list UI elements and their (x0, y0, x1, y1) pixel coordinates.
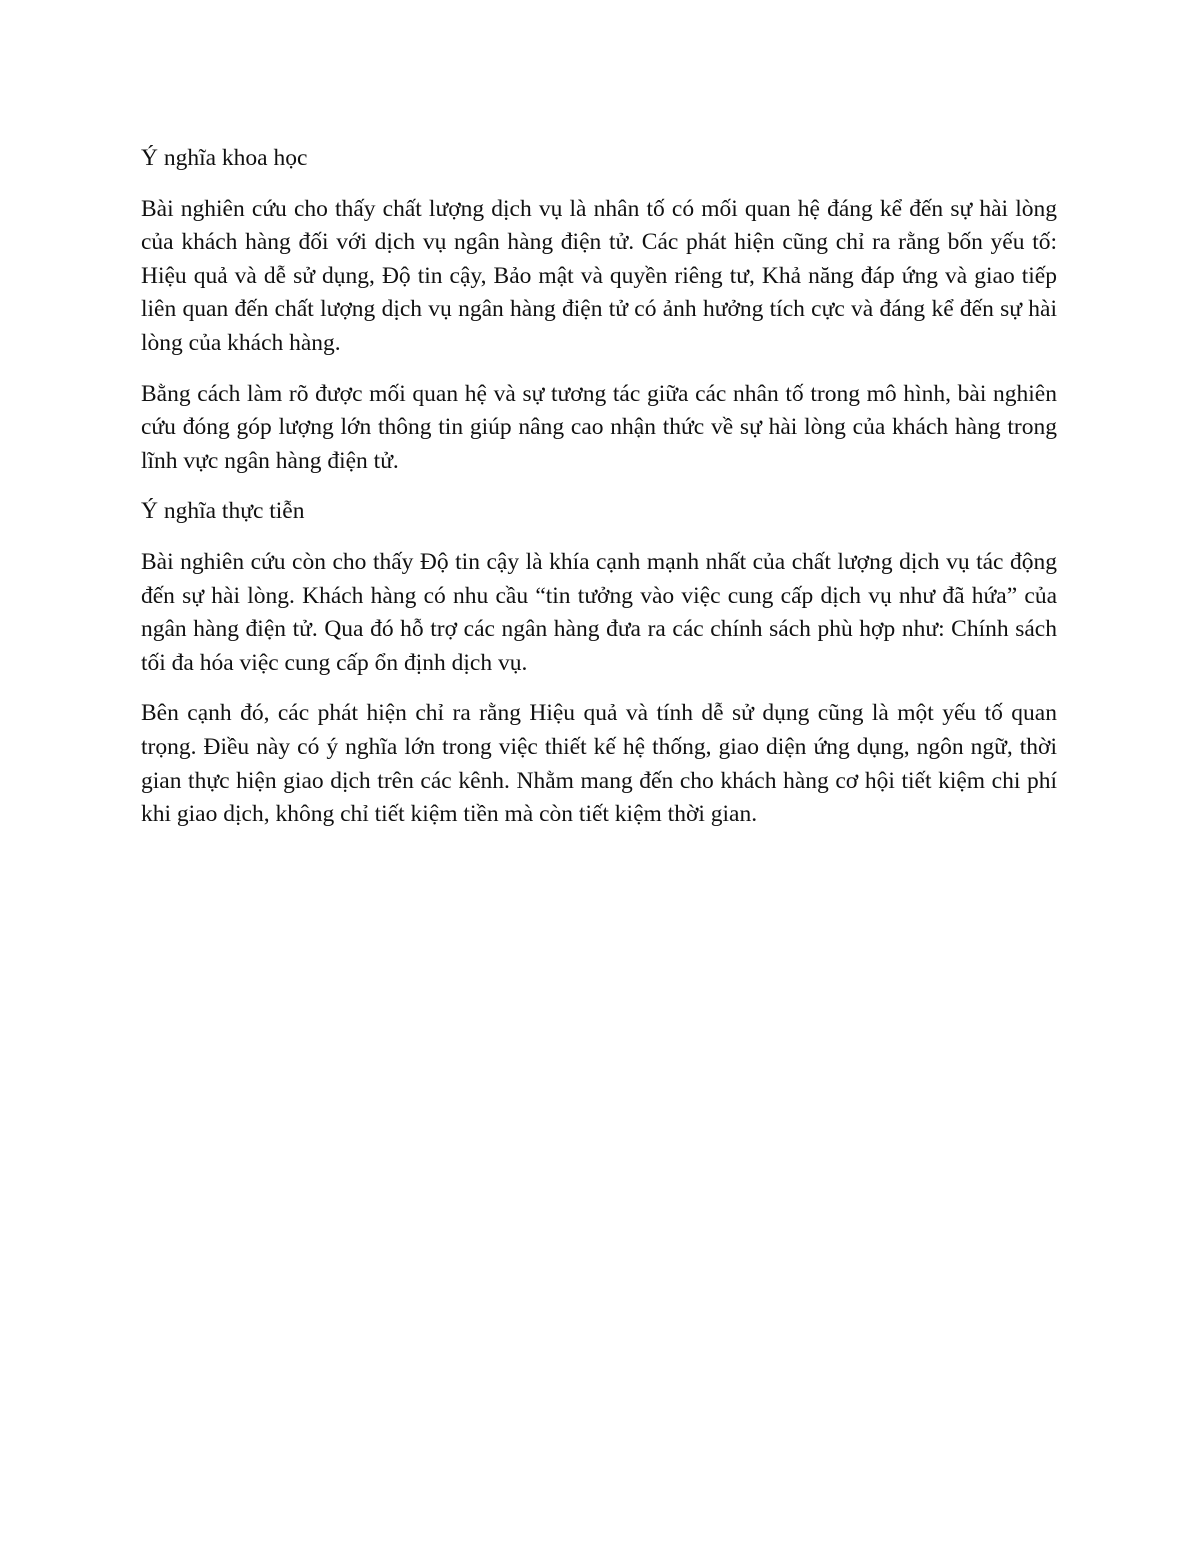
paragraph: Bài nghiên cứu còn cho thấy Độ tin cậy là khía cạnh mạnh nhất của chất lượng dịch vụ tác động đến sự hài lòng. Khách hàng có nhu cầu “tin tưởng vào việc cung cấp dịch vụ như đã hứa” của ngân hàng điện tử. Qua đó hỗ trợ các ngân hàng đưa ra các chính sách phù hợp như: Chính sách tối đa hóa việc cung cấp ổn định dịch vụ. (141, 548, 1057, 676)
section-heading-practical: Ý nghĩa thực tiễn (141, 498, 305, 525)
paragraph: Bài nghiên cứu cho thấy chất lượng dịch vụ là nhân tố có mối quan hệ đáng kể đến sự hài lòng của khách hàng đối với dịch vụ ngân hàng điện tử. Các phát hiện cũng chỉ ra rằng bốn yếu tố: Hiệu quả và dễ sử dụng, Độ tin cậy, Bảo mật và quyền riêng tư, Khả năng đáp ứng và giao tiếp liên quan đến chất lượng dịch vụ ngân hàng điện tử có ảnh hưởng tích cực và đáng kể đến sự hài lòng của khách hàng. (141, 195, 1057, 356)
paragraph: Bằng cách làm rõ được mối quan hệ và sự tương tác giữa các nhân tố trong mô hình, bài nghiên cứu đóng góp lượng lớn thông tin giúp nâng cao nhận thức về sự hài lòng của khách hàng trong lĩnh vực ngân hàng điện tử. (141, 380, 1057, 474)
document-body (141, 142, 1057, 849)
section-heading-scientific: Ý nghĩa khoa học (141, 145, 308, 171)
paragraph: Bên cạnh đó, các phát hiện chỉ ra rằng Hiệu quả và tính dễ sử dụng cũng là một yếu tố quan trọng. Điều này có ý nghĩa lớn trong việc thiết kế hệ thống, giao diện ứng dụng, ngôn ngữ, thời gian thực hiện giao dịch trên các kênh. Nhằm mang đến cho khách hàng cơ hội tiết kiệm chi phí khi giao dịch, không chỉ tiết kiệm tiền mà còn tiết kiệm thời gian. (141, 700, 1057, 828)
